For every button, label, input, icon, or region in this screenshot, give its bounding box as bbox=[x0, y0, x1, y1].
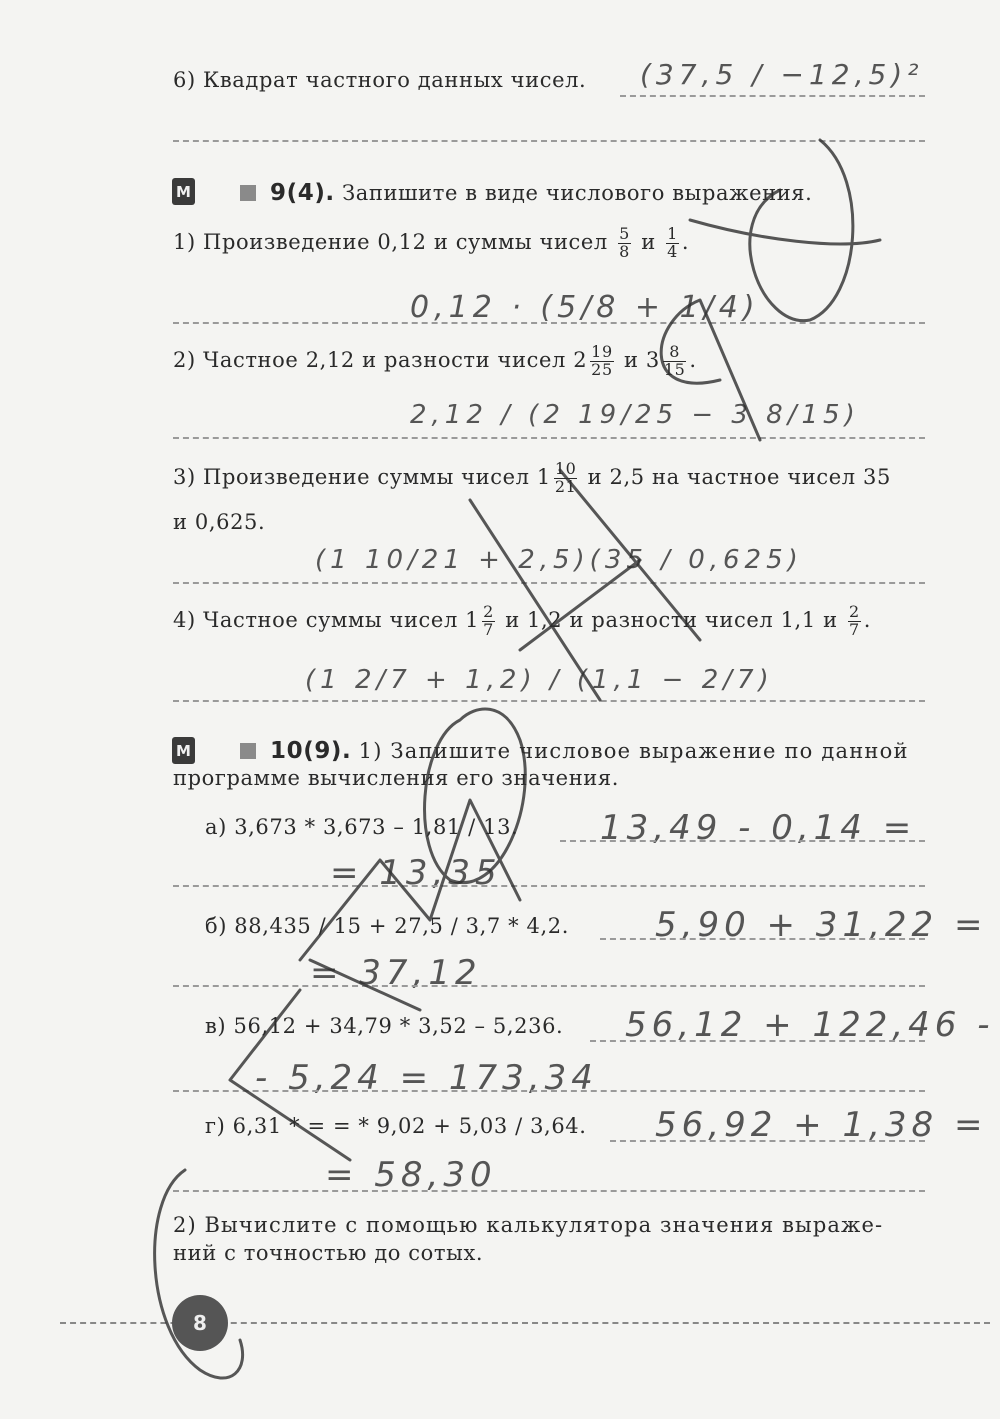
exercise-10-number: 10(9). bbox=[270, 738, 352, 764]
answer-line bbox=[600, 938, 925, 940]
exercise-10-line1: 1) Запишите числовое выражение по данной bbox=[358, 739, 909, 763]
answer-line bbox=[590, 1040, 925, 1042]
answer-line bbox=[173, 582, 925, 584]
answer-line bbox=[173, 885, 925, 887]
exercise-9-item-3: 3) Произведение суммы чисел 1 $\frac{10}{21}$ и 2,5 на частное чисел 35 bbox=[173, 459, 891, 496]
exercise-9-badge: М bbox=[172, 178, 195, 205]
answer-line bbox=[173, 437, 925, 439]
exercise-9-instruction: Запишите в виде числового выражения. bbox=[342, 181, 813, 205]
exercise-9-header bbox=[240, 182, 812, 205]
exercise-9-item-2-answer: 2,12 / (2 19/25 − 3 8/15) bbox=[410, 400, 860, 430]
answer-line bbox=[173, 1190, 925, 1192]
exercise-9-item-3-line2: и 0,625. bbox=[173, 510, 266, 534]
exercise-9-item-4: 4) Частное суммы чисел 1 $\frac{2}{7}$ и 1,2 и разности чисел 1,1 и $\frac{2}{7}$ . bbox=[173, 602, 872, 639]
task6-answer: (37,5 / −12,5)² bbox=[640, 58, 924, 91]
exercise-9-number: 9(4). bbox=[270, 180, 335, 206]
answer-line bbox=[173, 985, 925, 987]
exercise-10-item-g-answer2: = 58,30 bbox=[325, 1155, 497, 1195]
exercise-9-item-3-answer: (1 10/21 + 2,5)(35 / 0,625) bbox=[315, 545, 803, 575]
exercise-9-item-1-answer: 0,12 · (5/8 + 1/4) bbox=[410, 290, 760, 325]
exercise-10-item-a: а) 3,673 * 3,673 – 1,81 / 13. bbox=[205, 815, 519, 839]
exercise-10-line2: программе вычисления его значения. bbox=[173, 766, 620, 790]
exercise-10-item-v: в) 56,12 + 34,79 * 3,52 – 5,236. bbox=[205, 1014, 564, 1038]
answer-line bbox=[610, 1140, 925, 1142]
answer-line bbox=[173, 1090, 925, 1092]
exercise-10-item-b: б) 88,435 / 15 + 27,5 / 3,7 * 4,2. bbox=[205, 914, 569, 938]
answer-line bbox=[173, 140, 925, 142]
answer-line bbox=[173, 322, 925, 324]
task6-text: 6) Квадрат частного данных чисел. bbox=[173, 68, 587, 92]
exercise-10-item-v-answer2: - 5,24 = 173,34 bbox=[255, 1058, 598, 1098]
answer-line bbox=[173, 700, 925, 702]
square-marker-icon bbox=[240, 743, 256, 759]
exercise-9-item-2: 2) Частное 2,12 и разности чисел 2 $\frac{19}{25}$ и 3 $\frac{8}{15}$ . bbox=[173, 342, 697, 379]
exercise-10-item-v-answer1: 56,12 + 122,46 - bbox=[625, 1005, 995, 1045]
exercise-10-part2-line1: 2) Вычислите с помощью калькулятора значения выраже- bbox=[173, 1213, 884, 1237]
answer-line bbox=[560, 840, 925, 842]
exercise-10-part2-line2: ний с точностью до сотых. bbox=[173, 1241, 484, 1265]
exercise-10-item-a-answer1: 13,49 - 0,14 = bbox=[600, 808, 917, 848]
exercise-10-item-g-answer1: 56,92 + 1,38 = bbox=[655, 1105, 988, 1145]
exercise-9-item-1: 1) Произведение 0,12 и суммы чисел $\frac{5}{8}$ и $\frac{1}{4}$ . bbox=[173, 224, 690, 261]
exercise-10-item-a-answer2: = 13,35 bbox=[330, 853, 502, 893]
exercise-10-item-g: г) 6,31 * = = * 9,02 + 5,03 / 3,64. bbox=[205, 1114, 587, 1138]
exercise-10-header bbox=[240, 740, 909, 763]
exercise-10-item-b-answer2: = 37,12 bbox=[310, 953, 482, 993]
square-marker-icon bbox=[240, 185, 256, 201]
exercise-9-item-4-answer: (1 2/7 + 1,2) / (1,1 − 2/7) bbox=[305, 665, 774, 695]
answer-line bbox=[620, 95, 925, 97]
exercise-10-item-b-answer1: 5,90 + 31,22 = bbox=[655, 905, 988, 945]
page-number: 8 bbox=[172, 1295, 228, 1351]
exercise-10-badge: М bbox=[172, 737, 195, 764]
